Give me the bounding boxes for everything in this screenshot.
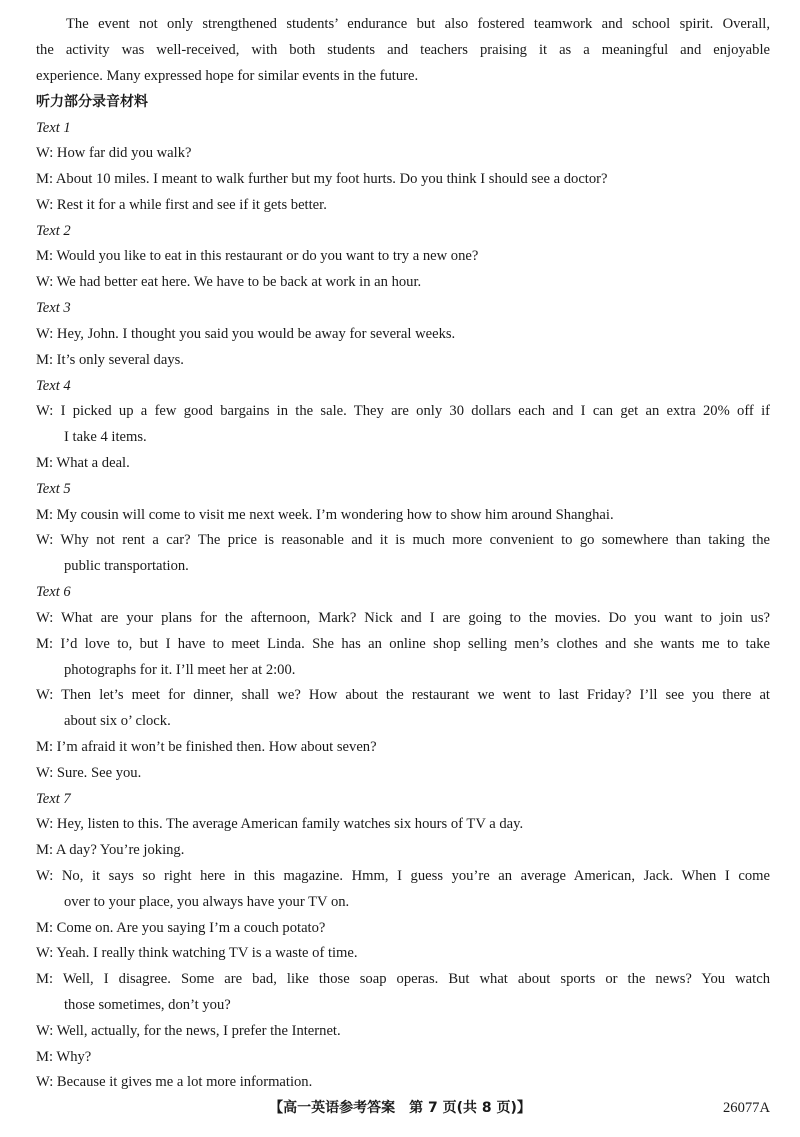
- dialogue-line: W: Hey, listen to this. The average American family watches six hours of TV a day.: [36, 816, 524, 832]
- dialogue-line: W: Yeah. I really think watching TV is a waste of time.: [36, 945, 358, 961]
- dialogue-line: W: Then let’s meet for dinner, shall we? How about the restaurant we went to last Friday? I’ll see you there at: [36, 687, 770, 703]
- dialogue-line: W: Because it gives me a lot more information.: [36, 1074, 313, 1090]
- text-3-label: Text 3: [36, 300, 71, 316]
- dialogue-line: W: Well, actually, for the news, I prefer the Internet.: [36, 1023, 341, 1039]
- dialogue-line-continued: public transportation.: [64, 558, 189, 574]
- dialogue-line: M: About 10 miles. I meant to walk further but my foot hurts. Do you think I should see a doctor?: [36, 171, 608, 187]
- dialogue-line: W: Sure. See you.: [36, 765, 142, 781]
- intro-line-1: The event not only strengthened students’ endurance but also fostered teamwork and school spirit. Overall,: [66, 16, 770, 32]
- dialogue-line: M: My cousin will come to visit me next week. I’m wondering how to show him around Shanghai.: [36, 507, 614, 523]
- dialogue-line-continued: over to your place, you always have your TV on.: [64, 894, 350, 910]
- dialogue-line: W: Rest it for a while first and see if it gets better.: [36, 197, 327, 213]
- dialogue-line: M: Well, I disagree. Some are bad, like those soap operas. But what about sports or the news? You watch: [36, 971, 770, 987]
- intro-line-2: the activity was well-received, with both students and teachers praising it as a meaningful and enjoyable: [36, 42, 770, 58]
- dialogue-line: W: I picked up a few good bargains in the sale. They are only 30 dollars each and I can get an extra 20% off if: [36, 403, 770, 419]
- text-1-label: Text 1: [36, 120, 71, 136]
- text-4-label: Text 4: [36, 378, 71, 394]
- dialogue-line: M: A day? You’re joking.: [36, 842, 185, 858]
- dialogue-line: M: I’d love to, but I have to meet Linda. She has an online shop selling men’s clothes and she wants me to take: [36, 636, 770, 652]
- dialogue-line-continued: those sometimes, don’t you?: [64, 997, 231, 1013]
- text-6-label: Text 6: [36, 584, 71, 600]
- text-7-label: Text 7: [36, 791, 71, 807]
- page-footer-title: 【高一英语参考答案 第 7 页(共 8 页)】: [269, 1100, 531, 1116]
- dialogue-line-continued: photographs for it. I’ll meet her at 2:00.: [64, 662, 296, 678]
- dialogue-line: M: Would you like to eat in this restaurant or do you want to try a new one?: [36, 248, 479, 264]
- text-5-label: Text 5: [36, 481, 71, 497]
- dialogue-line: W: We had better eat here. We have to be back at work in an hour.: [36, 274, 422, 290]
- dialogue-line: W: What are your plans for the afternoon, Mark? Nick and I are going to the movies. Do you want to join us?: [36, 610, 770, 626]
- dialogue-line: M: It’s only several days.: [36, 352, 184, 368]
- dialogue-line-continued: about six o’ clock.: [64, 713, 171, 729]
- page-footer-code: 26077A: [722, 1100, 770, 1116]
- dialogue-line: M: Come on. Are you saying I’m a couch potato?: [36, 920, 326, 936]
- dialogue-line: M: I’m afraid it won’t be finished then. How about seven?: [36, 739, 377, 755]
- dialogue-line: W: No, it says so right here in this magazine. Hmm, I guess you’re an average American, Jack. When I come: [36, 868, 770, 884]
- text-2-label: Text 2: [36, 223, 71, 239]
- dialogue-line: M: Why?: [36, 1049, 92, 1065]
- dialogue-line-continued: I take 4 items.: [64, 429, 147, 445]
- section-title: 听力部分录音材料: [36, 94, 148, 110]
- dialogue-line: W: Why not rent a car? The price is reasonable and it is much more convenient to go somewhere than taking the: [36, 532, 770, 548]
- dialogue-line: W: Hey, John. I thought you said you would be away for several weeks.: [36, 326, 456, 342]
- dialogue-line: W: How far did you walk?: [36, 145, 192, 161]
- intro-line-3: experience. Many expressed hope for similar events in the future.: [36, 68, 419, 84]
- dialogue-line: M: What a deal.: [36, 455, 130, 471]
